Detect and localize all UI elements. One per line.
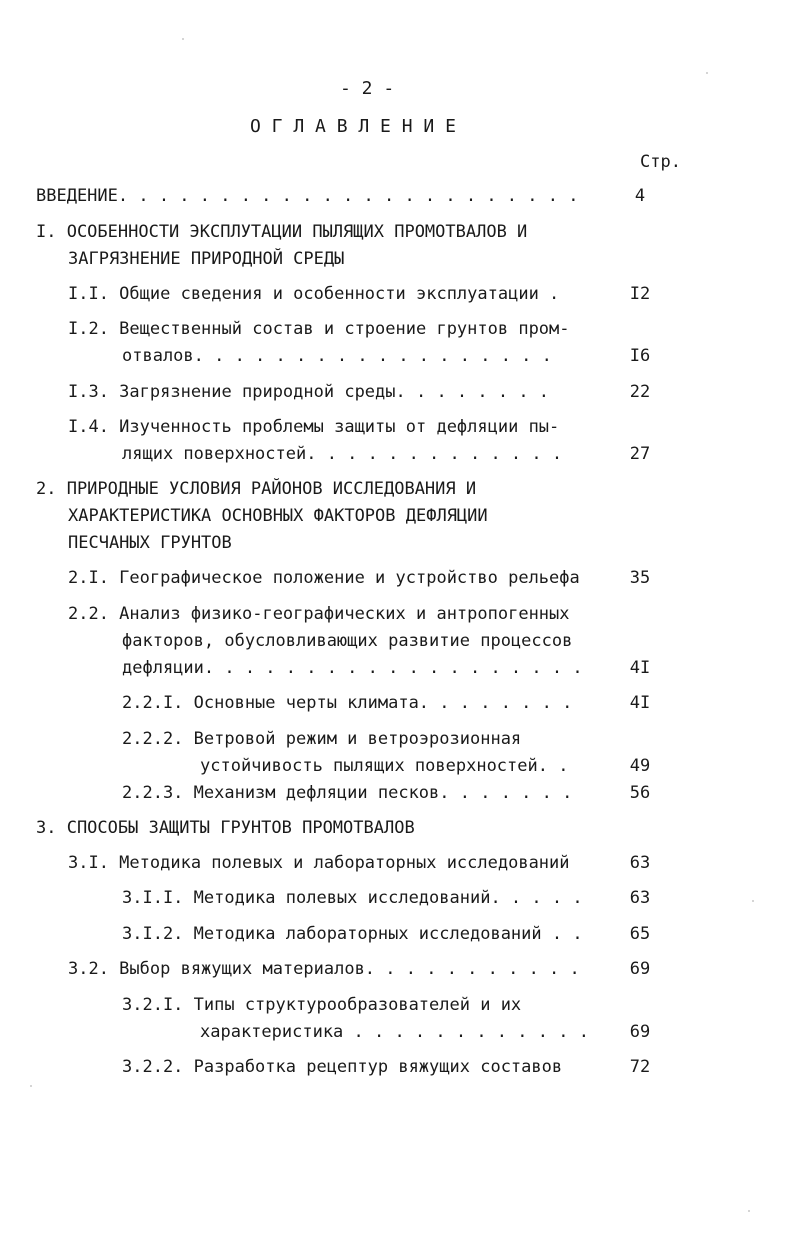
toc-entry-text: I.3. Загрязнение природной среды. . . . . . . . [68, 382, 550, 402]
toc-entry-text: 3.I. Методика полевых и лабораторных исследований [68, 853, 570, 873]
page-title: О Г Л А В Л Е Н И Е [250, 116, 456, 137]
scan-speck [706, 72, 708, 74]
toc-entry-text: 2.I. Географическое положение и устройство рельефа [68, 568, 580, 588]
page-column-label: Стр. [640, 152, 681, 172]
toc-entry-text: ВВЕДЕНИЕ. . . . . . . . . . . . . . . . . . . . . . . [36, 186, 579, 206]
toc-page-number: 72 [629, 1057, 651, 1077]
toc-entry-text: I.2. Вещественный состав и строение грунтов пром- [68, 319, 570, 339]
toc-entry-text: 3.I.I. Методика полевых исследований. . . . . [122, 888, 583, 908]
toc-page-number: 27 [629, 444, 651, 464]
toc-entry-text: 3.I.2. Методика лабораторных исследований . . [122, 924, 583, 944]
toc-page-number: 63 [629, 853, 651, 873]
chapter-heading-cont: ПЕСЧАНЫХ ГРУНТОВ [68, 533, 232, 553]
toc-entry-text-cont: дефляции. . . . . . . . . . . . . . . . . . . [122, 658, 583, 678]
toc-page-number: 35 [629, 568, 651, 588]
toc-entry-text: I.I. Общие сведения и особенности эксплуатации . [68, 284, 560, 304]
toc-page-number: 49 [629, 756, 651, 776]
toc-page-number: 4I [629, 658, 651, 678]
toc-page-number: 63 [629, 888, 651, 908]
toc-entry-text: 2.2.3. Механизм дефляции песков. . . . . . . [122, 783, 573, 803]
chapter-heading: 3. СПОСОБЫ ЗАЩИТЫ ГРУНТОВ ПРОМОТВАЛОВ [36, 818, 415, 838]
chapter-heading: I. ОСОБЕННОСТИ ЭКСПЛУТАЦИИ ПЫЛЯЩИХ ПРОМОТВАЛОВ И [36, 222, 528, 242]
toc-entry-text: 3.2. Выбор вяжущих материалов. . . . . . . . . . . [68, 959, 580, 979]
toc-page-number: 69 [629, 959, 651, 979]
toc-page-number: I6 [629, 346, 651, 366]
toc-page-number: 22 [629, 382, 651, 402]
toc-page-number: 56 [629, 783, 651, 803]
toc-page-number: I2 [629, 284, 651, 304]
toc-entry-text: 2.2. Анализ физико-географических и антропогенных [68, 604, 570, 624]
toc-page-number: 69 [629, 1022, 651, 1042]
chapter-heading-cont: ХАРАКТЕРИСТИКА ОСНОВНЫХ ФАКТОРОВ ДЕФЛЯЦИИ [68, 506, 488, 526]
scan-speck [748, 1210, 750, 1212]
toc-entry-text-cont: устойчивость пылящих поверхностей. . [200, 756, 569, 776]
toc-entry-text-cont: лящих поверхностей. . . . . . . . . . . . . [122, 444, 563, 464]
toc-entry-text: 2.2.I. Основные черты климата. . . . . . . . [122, 693, 573, 713]
chapter-heading-cont: ЗАГРЯЗНЕНИЕ ПРИРОДНОЙ СРЕДЫ [68, 249, 345, 269]
toc-entry-text-cont: отвалов. . . . . . . . . . . . . . . . . . [122, 346, 552, 366]
chapter-heading: 2. ПРИРОДНЫЕ УСЛОВИЯ РАЙОНОВ ИССЛЕДОВАНИЯ И [36, 479, 477, 499]
toc-entry-text: 3.2.2. Разработка рецептур вяжущих составов [122, 1057, 563, 1077]
toc-entry-text-cont: характеристика . . . . . . . . . . . . [200, 1022, 589, 1042]
page-number: - 2 - [340, 78, 395, 99]
toc-entry-text: 2.2.2. Ветровой режим и ветроэрозионная [122, 729, 522, 749]
scan-speck [752, 900, 754, 902]
scan-speck [30, 1085, 32, 1087]
toc-page-number: 4I [629, 693, 651, 713]
toc-entry-text: 3.2.I. Типы структурообразователей и их [122, 995, 522, 1015]
toc-page-number: 4 [634, 186, 646, 206]
toc-entry-text-cont: факторов, обусловливающих развитие процессов [122, 631, 573, 651]
scan-speck [182, 38, 184, 40]
toc-page-number: 65 [629, 924, 651, 944]
toc-entry-text: I.4. Изученность проблемы защиты от дефляции пы- [68, 417, 560, 437]
